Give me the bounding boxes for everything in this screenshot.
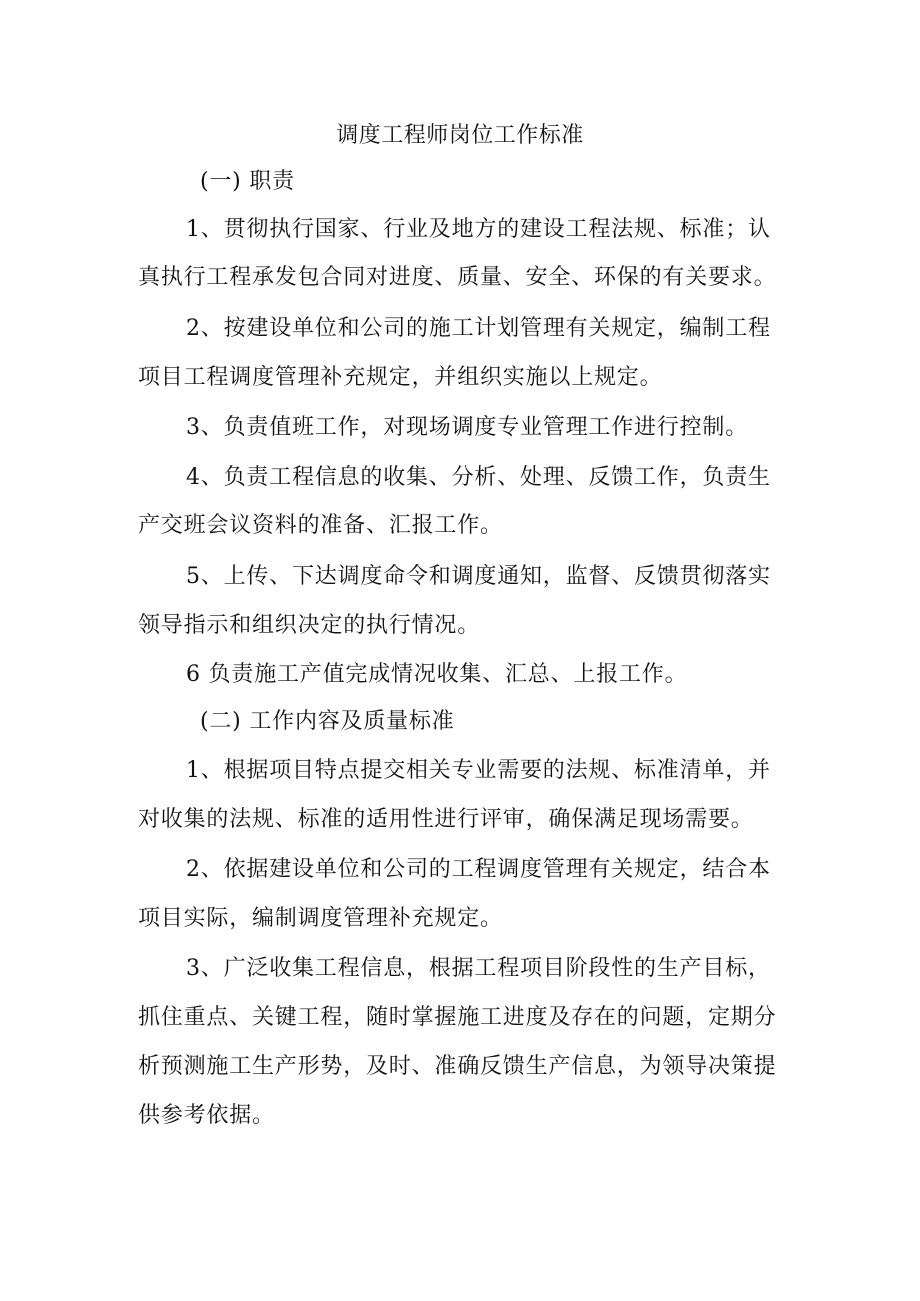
work-3-line-3: 析预测施工生产形势，及时、准确反馈生产信息，为领导决策提 [138, 1054, 777, 1079]
duty-5-line-2: 领导指示和组织决定的执行情况。 [138, 613, 481, 638]
work-1-line-2: 对收集的法规、标准的适用性进行评审，确保满足现场需要。 [138, 807, 754, 832]
duty-6-line-1: 6 负责施工产值完成情况收集、汇总、上报工作。 [186, 662, 688, 687]
section-heading-duties: (一) 职责 [200, 169, 295, 194]
duty-1-line-1: 1、贯彻执行国家、行业及地方的建设工程法规、标准；认 [186, 217, 771, 242]
work-3-line-1: 3、广泛收集工程信息，根据工程项目阶段性的生产目标， [186, 956, 771, 981]
duty-5-line-1: 5、上传、下达调度命令和调度通知，监督、反馈贯彻落实 [186, 564, 771, 589]
work-2-line-2: 项目实际，编制调度管理补充规定。 [138, 906, 503, 931]
duty-4-line-1: 4、负责工程信息的收集、分析、处理、反馈工作，负责生 [186, 465, 771, 490]
work-1-line-1: 1、根据项目特点提交相关专业需要的法规、标准清单，并 [186, 758, 771, 783]
page-title: 调度工程师岗位工作标准 [336, 123, 584, 148]
duty-3-line-1: 3、负责值班工作，对现场调度专业管理工作进行控制。 [186, 415, 748, 440]
work-3-line-4: 供参考依据。 [138, 1103, 275, 1128]
work-2-line-1: 2、依据建设单位和公司的工程调度管理有关规定，结合本 [186, 857, 771, 882]
duty-4-line-2: 产交班会议资料的准备、汇报工作。 [138, 513, 503, 538]
duty-2-line-1: 2、按建设单位和公司的施工计划管理有关规定，编制工程 [186, 316, 771, 341]
duty-2-line-2: 项目工程调度管理补充规定，并组织实施以上规定。 [138, 365, 663, 390]
work-3-line-2: 抓住重点、关键工程，随时掌握施工进度及存在的问题，定期分 [138, 1005, 777, 1030]
section-heading-work-content: (二) 工作内容及质量标准 [200, 709, 455, 734]
duty-1-line-2: 真执行工程承发包合同对进度、质量、安全、环保的有关要求。 [138, 265, 777, 290]
